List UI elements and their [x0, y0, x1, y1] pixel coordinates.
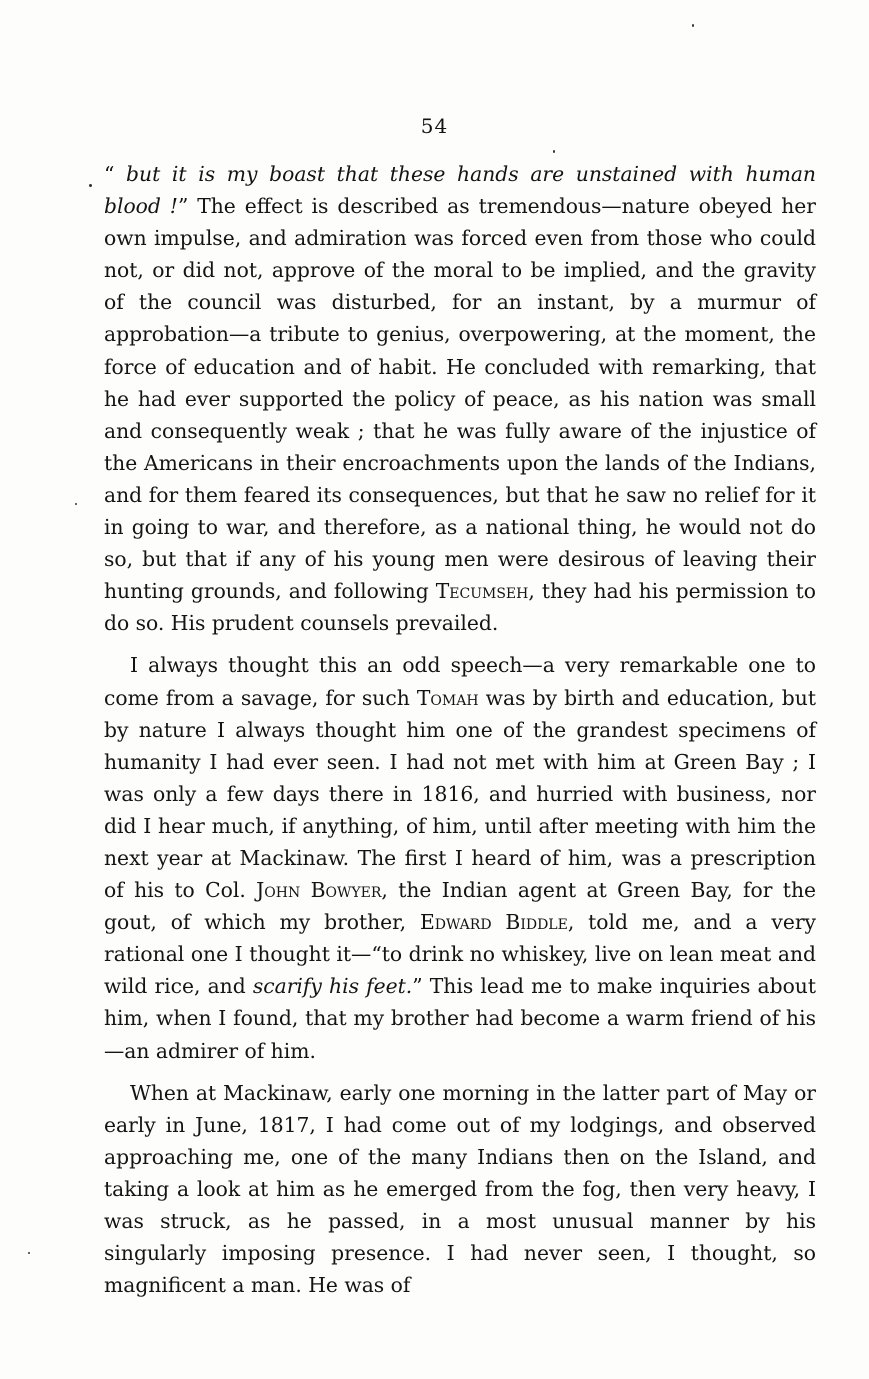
- paragraph-3: [104, 1077, 816, 1302]
- paragraph-1: [104, 158, 816, 639]
- text-run: “: [104, 162, 127, 186]
- small-caps-name: John Bowyer: [256, 878, 382, 903]
- scan-speck: [75, 503, 77, 505]
- text-run: , they had his permission to do so. His prudent counsels prevailed.: [104, 579, 817, 636]
- scan-speck: [89, 184, 92, 187]
- scan-speck: [28, 1252, 30, 1254]
- small-caps-name: Tecumseh: [435, 579, 529, 604]
- text-run: , the Indian agent at Green Bay, for the gout, of which my brother,: [104, 878, 817, 935]
- text-run: , told me, and a very rational one I thought it—“to drink no whiskey, live on lean meat and wild rice, and: [104, 910, 816, 999]
- page-number: 54: [420, 114, 449, 138]
- italic-quote: scarify his feet.: [252, 974, 413, 999]
- text-run: I always thought this an odd speech—a very remarkable one to come from a savage, for such: [104, 653, 816, 710]
- paragraph-2: [104, 649, 816, 1066]
- scan-speck: [692, 24, 694, 27]
- text-run: ” The effect is described as tremendous—nature obeyed her own impulse, and admiration was forced even from those who could not, or did not, approve of the moral to be implied, and the gravity of the council was disturbed, for an instant, by a murmur of approbation—a tribute to genius, overpowering, at the moment, the force of education and of habit. He concluded with remarking, that he had ever supported the policy of peace, as his nation was small and consequently weak ; that he was fully aware of the injustice of the Americans in their encroachments upon the lands of the Indians, and for them feared its consequences, but that he saw no relief for it in going to war, and therefore, as a national thing, he would not do so, but that if any of his young men were desirous of leaving their hunting grounds, and following: [104, 194, 816, 604]
- italic-quote: but it is my boast that these hands are unstained with human blood !: [104, 162, 816, 219]
- page-body: [104, 158, 816, 1301]
- text-run: was by birth and education, but by nature I always thought him one of the grandest specimens of humanity I had ever seen. I had not met with him at Green Bay ; I was only a few days there in 1816, and hurried with business, nor did I hear much, if anything, of him, until after meeting with him the next year at Mackinaw. The first I heard of him, was a prescription of his to Col.: [104, 685, 816, 903]
- scan-speck: [553, 150, 555, 153]
- small-caps-name: Edward Biddle: [419, 910, 568, 935]
- small-caps-name: Tomah: [416, 685, 479, 710]
- text-run: ” This lead me to make inquiries about him, when I found, that my brother had become a warm friend of his—an admirer of him.: [104, 974, 817, 1063]
- text-run: When at Mackinaw, early one morning in the latter part of May or early in June, 1817, I had come out of my lodgings, and observed approaching me, one of the many Indians then on the Island, and taking a look at him as he emerged from the fog, then very heavy, I was struck, as he passed, in a most unusual manner by his singularly imposing presence. I had never seen, I thought, so magnificent a man. He was of: [104, 1080, 816, 1298]
